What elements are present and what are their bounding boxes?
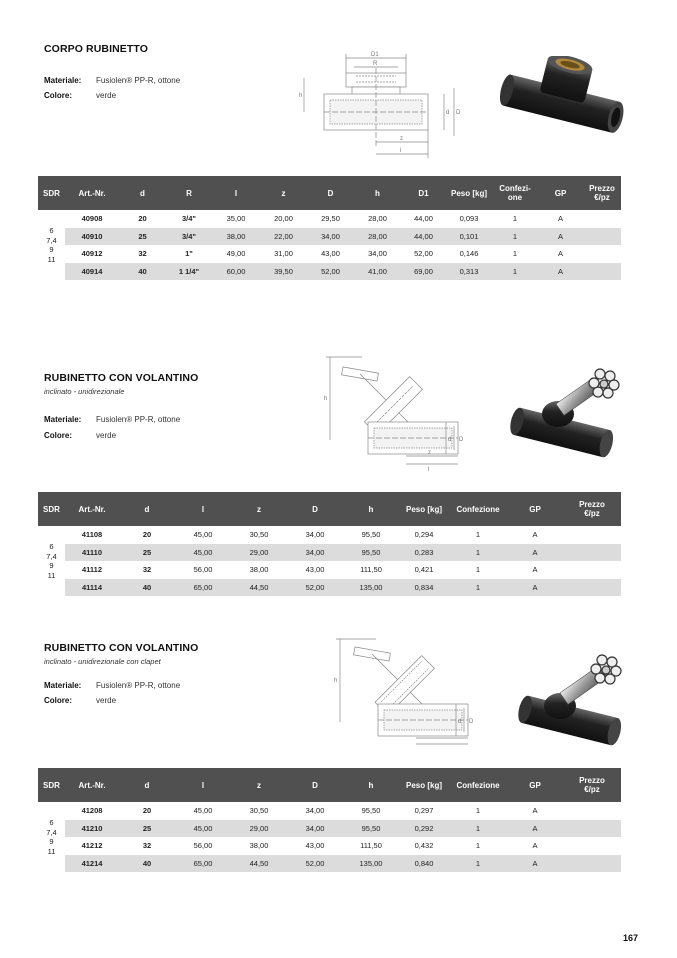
header-gp: GP — [529, 504, 541, 514]
cell-d: 32 — [142, 841, 152, 851]
cell-h: 34,00 — [368, 249, 387, 259]
cell-l: 45,00 — [193, 823, 213, 833]
cell-d: 25 — [138, 231, 147, 241]
section-3-sdr-cell — [38, 802, 65, 872]
cell-art-nr: 40912 — [81, 249, 103, 259]
header-prezzo: Prezzo €/pz — [579, 776, 605, 794]
header-h: h — [368, 780, 374, 790]
cell-confezione: 1 — [512, 214, 518, 224]
cell-d: 40 — [142, 858, 152, 868]
section-1-color-label: Colore: — [44, 91, 72, 100]
header-peso: Peso [kg] — [405, 780, 442, 790]
drawing-3-label-h: h — [334, 678, 338, 684]
cell-h: 28,00 — [368, 231, 387, 241]
cell-gp: A — [532, 841, 538, 851]
cell-d: 25 — [142, 823, 152, 833]
table-row — [38, 855, 621, 873]
cell-D: 34,00 — [305, 823, 325, 833]
cell-h: 111,50 — [360, 841, 382, 851]
table-row — [38, 526, 621, 544]
cell-z: 38,00 — [249, 565, 269, 575]
section-1-table-header — [38, 176, 621, 210]
header-z: z — [257, 504, 261, 514]
section-2-material-value: Fusiolen® PP-R, ottone — [96, 415, 181, 424]
cell-art-nr: 40910 — [81, 231, 103, 241]
header-confezione: Confezione — [456, 780, 500, 790]
sdr-value: 7,4 — [46, 827, 57, 837]
section-2-product-photo — [508, 362, 633, 467]
sdr-value: 11 — [47, 254, 56, 264]
cell-z: 31,00 — [274, 249, 293, 259]
cell-peso: 0,297 — [414, 806, 434, 816]
cell-d: 40 — [142, 582, 152, 592]
header-prezzo: Prezzo €/pz — [589, 184, 615, 202]
cell-l: 49,00 — [226, 249, 246, 259]
header-art-nr: Art.-Nr. — [78, 780, 106, 790]
table-row — [38, 210, 621, 228]
cell-confezione: 1 — [475, 858, 481, 868]
header-confezione: Confezione — [456, 504, 500, 514]
cell-l: 38,00 — [226, 231, 246, 241]
section-1-sdr-cell — [38, 210, 65, 280]
drawing-1-label-l: l — [400, 148, 402, 154]
cell-d: 32 — [138, 249, 147, 259]
cell-D: 43,00 — [305, 841, 325, 851]
cell-l: 56,00 — [193, 565, 213, 575]
drawing-1-label-z: z — [400, 136, 403, 142]
cell-peso: 0,294 — [414, 530, 434, 540]
sdr-value: 9 — [49, 837, 54, 846]
cell-r: 1" — [185, 249, 193, 259]
header-sdr: SDR — [43, 780, 60, 790]
cell-gp: A — [532, 582, 538, 592]
table-row — [38, 544, 621, 562]
cell-art-nr: 41108 — [81, 530, 103, 540]
drawing-3-label-D: D — [469, 719, 474, 725]
cell-peso: 0,093 — [459, 214, 479, 224]
cell-h: 95,50 — [361, 823, 381, 833]
section-2-color-label: Colore: — [44, 431, 72, 440]
section-2-table — [38, 492, 621, 596]
drawing-1-label-D: D — [456, 110, 461, 116]
cell-h: 95,50 — [361, 530, 381, 540]
cell-art-nr: 41212 — [81, 841, 103, 851]
cell-l: 65,00 — [193, 582, 213, 592]
cell-h: 135,00 — [359, 582, 383, 592]
header-r: R — [186, 188, 192, 198]
drawing-1-label-d1: D1 — [371, 52, 379, 58]
cell-confezione: 1 — [512, 266, 518, 276]
header-D: D — [312, 780, 318, 790]
cell-peso: 0,283 — [414, 547, 434, 557]
cell-confezione: 1 — [512, 249, 518, 259]
cell-art-nr: 41114 — [81, 582, 103, 592]
cell-z: 30,50 — [249, 530, 269, 540]
cell-l: 35,00 — [226, 214, 246, 224]
cell-z: 20,00 — [274, 214, 293, 224]
cell-z: 29,00 — [249, 547, 269, 557]
cell-d: 20 — [142, 806, 152, 816]
cell-peso: 0,421 — [414, 565, 434, 575]
section-3-product-photo — [516, 648, 636, 758]
cell-z: 38,00 — [249, 841, 269, 851]
header-d: d — [144, 504, 150, 514]
section-2-table-header — [38, 492, 621, 526]
section-1-technical-drawing — [296, 48, 466, 163]
header-h: h — [368, 504, 374, 514]
header-d: d — [140, 188, 145, 198]
header-art-nr: Art.-Nr. — [78, 188, 106, 198]
header-prezzo: Prezzo €/pz — [579, 500, 605, 518]
section-2-table-body — [38, 526, 621, 596]
cell-gp: A — [532, 565, 538, 575]
cell-d: 32 — [142, 565, 152, 575]
cell-art-nr: 41110 — [81, 547, 103, 557]
sdr-value: 9 — [49, 561, 54, 570]
table-row — [38, 561, 621, 579]
cell-confezione: 1 — [475, 806, 481, 816]
header-peso: Peso [kg] — [450, 188, 487, 198]
sdr-value: 7,4 — [46, 551, 57, 561]
cell-gp: A — [557, 266, 563, 276]
cell-gp: A — [557, 231, 563, 241]
cell-D: 52,00 — [305, 582, 325, 592]
cell-r: 3/4" — [182, 231, 196, 241]
cell-confezione: 1 — [475, 547, 481, 557]
sdr-value: 6 — [49, 226, 54, 235]
drawing-2-label-h: h — [324, 396, 328, 402]
header-l: l — [201, 780, 205, 790]
cell-d1: 52,00 — [414, 249, 433, 259]
section-3-table — [38, 768, 621, 872]
cell-D: 29,50 — [321, 214, 340, 224]
cell-confezione: 1 — [475, 582, 481, 592]
header-confezione: Confezi- one — [499, 184, 531, 202]
header-d1: D1 — [418, 188, 429, 198]
cell-D: 52,00 — [305, 858, 325, 868]
page-number: 167 — [623, 933, 639, 943]
header-peso: Peso [kg] — [405, 504, 442, 514]
cell-r: 3/4" — [182, 214, 196, 224]
section-3-material-label: Materiale: — [44, 681, 82, 690]
table-row — [38, 837, 621, 855]
cell-confezione: 1 — [475, 565, 481, 575]
section-2-sdr-cell — [38, 526, 65, 596]
cell-z: 22,00 — [274, 231, 293, 241]
sdr-value: 11 — [47, 570, 56, 580]
section-3-title: RUBINETTO CON VOLANTINO — [44, 642, 199, 654]
cell-d: 20 — [138, 214, 147, 224]
section-3-material-value: Fusiolen® PP-R, ottone — [96, 681, 181, 690]
cell-d: 40 — [138, 266, 147, 276]
cell-D: 34,00 — [321, 231, 340, 241]
section-3-technical-drawing — [332, 634, 482, 750]
cell-D: 43,00 — [305, 565, 325, 575]
cell-art-nr: 41214 — [81, 858, 103, 868]
cell-d: 20 — [142, 530, 152, 540]
header-z: z — [281, 188, 286, 198]
sdr-value: 7,4 — [46, 235, 57, 245]
cell-l: 60,00 — [226, 266, 246, 276]
header-art-nr: Art.-Nr. — [78, 504, 106, 514]
drawing-1-label-d: d — [446, 110, 450, 116]
cell-z: 44,50 — [249, 582, 269, 592]
drawing-2-label-d: d — [448, 437, 452, 443]
cell-l: 45,00 — [193, 806, 213, 816]
cell-z: 30,50 — [249, 806, 269, 816]
section-2-material-label: Materiale: — [44, 415, 82, 424]
header-gp: GP — [554, 188, 567, 198]
cell-l: 65,00 — [193, 858, 213, 868]
cell-peso: 0,292 — [414, 823, 434, 833]
cell-gp: A — [557, 214, 563, 224]
cell-d1: 69,00 — [414, 266, 433, 276]
table-row — [38, 802, 621, 820]
cell-gp: A — [532, 806, 538, 816]
drawing-2-label-l: l — [428, 467, 430, 473]
header-D: D — [327, 188, 334, 198]
cell-h: 95,50 — [361, 806, 381, 816]
cell-art-nr: 40908 — [81, 214, 103, 224]
table-row — [38, 245, 621, 263]
section-1-material-label: Materiale: — [44, 76, 82, 85]
section-3-color-label: Colore: — [44, 696, 72, 705]
table-row — [38, 820, 621, 838]
header-d: d — [144, 780, 150, 790]
header-l: l — [201, 504, 205, 514]
cell-art-nr: 41210 — [81, 823, 103, 833]
section-1-product-photo — [498, 56, 628, 146]
section-3-table-body — [38, 802, 621, 872]
cell-D: 43,00 — [321, 249, 340, 259]
cell-art-nr: 41208 — [81, 806, 103, 816]
cell-peso: 0,432 — [414, 841, 434, 851]
section-2-subtitle: inclinato - unidirezionale — [44, 387, 125, 396]
cell-z: 29,00 — [249, 823, 269, 833]
cell-d1: 44,00 — [414, 231, 433, 241]
cell-peso: 0,840 — [414, 858, 434, 868]
header-l: l — [234, 188, 238, 198]
sdr-value: 9 — [49, 245, 54, 254]
cell-D: 34,00 — [305, 547, 325, 557]
header-z: z — [257, 780, 261, 790]
header-D: D — [312, 504, 318, 514]
cell-peso: 0,313 — [459, 266, 479, 276]
drawing-1-label-r: R — [373, 61, 378, 67]
cell-h: 111,50 — [360, 565, 382, 575]
drawing-2-label-z: z — [428, 450, 431, 456]
header-h: h — [375, 188, 380, 198]
section-2-title: RUBINETTO CON VOLANTINO — [44, 372, 199, 384]
drawing-3-label-d: d — [458, 719, 462, 725]
cell-confezione: 1 — [475, 530, 481, 540]
cell-gp: A — [557, 249, 563, 259]
cell-h: 28,00 — [368, 214, 387, 224]
section-1-table-body — [38, 210, 621, 280]
table-row — [38, 263, 621, 281]
header-sdr: SDR — [43, 504, 60, 514]
cell-l: 56,00 — [193, 841, 213, 851]
section-3-subtitle: inclinato - unidirezionale con clapet — [44, 657, 161, 666]
cell-confezione: 1 — [475, 823, 481, 833]
cell-h: 41,00 — [368, 266, 387, 276]
header-gp: GP — [529, 780, 541, 790]
cell-z: 39,50 — [274, 266, 293, 276]
section-2-color-value: verde — [96, 431, 117, 440]
cell-h: 95,50 — [361, 547, 381, 557]
cell-gp: A — [532, 858, 538, 868]
cell-l: 45,00 — [193, 547, 213, 557]
cell-z: 44,50 — [249, 858, 269, 868]
section-1-color-value: verde — [96, 91, 117, 100]
table-row — [38, 228, 621, 246]
cell-confezione: 1 — [512, 231, 518, 241]
section-3-table-header — [38, 768, 621, 802]
section-2-technical-drawing — [322, 352, 472, 474]
cell-art-nr: 40914 — [81, 266, 103, 276]
table-row — [38, 579, 621, 597]
cell-gp: A — [532, 547, 538, 557]
cell-gp: A — [532, 530, 538, 540]
section-1-table — [38, 176, 621, 280]
section-3-color-value: verde — [96, 696, 117, 705]
cell-h: 135,00 — [359, 858, 383, 868]
sdr-value: 6 — [49, 818, 54, 827]
cell-d1: 44,00 — [414, 214, 433, 224]
cell-r: 1 1/4" — [178, 266, 200, 276]
cell-confezione: 1 — [475, 841, 481, 851]
cell-D: 34,00 — [305, 530, 325, 540]
drawing-1-label-h: h — [299, 93, 303, 99]
cell-gp: A — [532, 823, 538, 833]
cell-l: 45,00 — [193, 530, 213, 540]
section-1-material-value: Fusiolen® PP-R, ottone — [96, 76, 181, 85]
cell-d: 25 — [142, 547, 152, 557]
cell-D: 52,00 — [321, 266, 340, 276]
sdr-value: 11 — [47, 846, 56, 856]
cell-art-nr: 41112 — [81, 565, 103, 575]
drawing-2-label-D: D — [459, 437, 464, 443]
cell-peso: 0,101 — [459, 231, 479, 241]
cell-D: 34,00 — [305, 806, 325, 816]
header-sdr: SDR — [43, 188, 60, 198]
sdr-value: 6 — [49, 542, 54, 551]
section-1-title: CORPO RUBINETTO — [44, 43, 148, 55]
cell-peso: 0,834 — [414, 582, 434, 592]
cell-peso: 0,146 — [459, 249, 479, 259]
